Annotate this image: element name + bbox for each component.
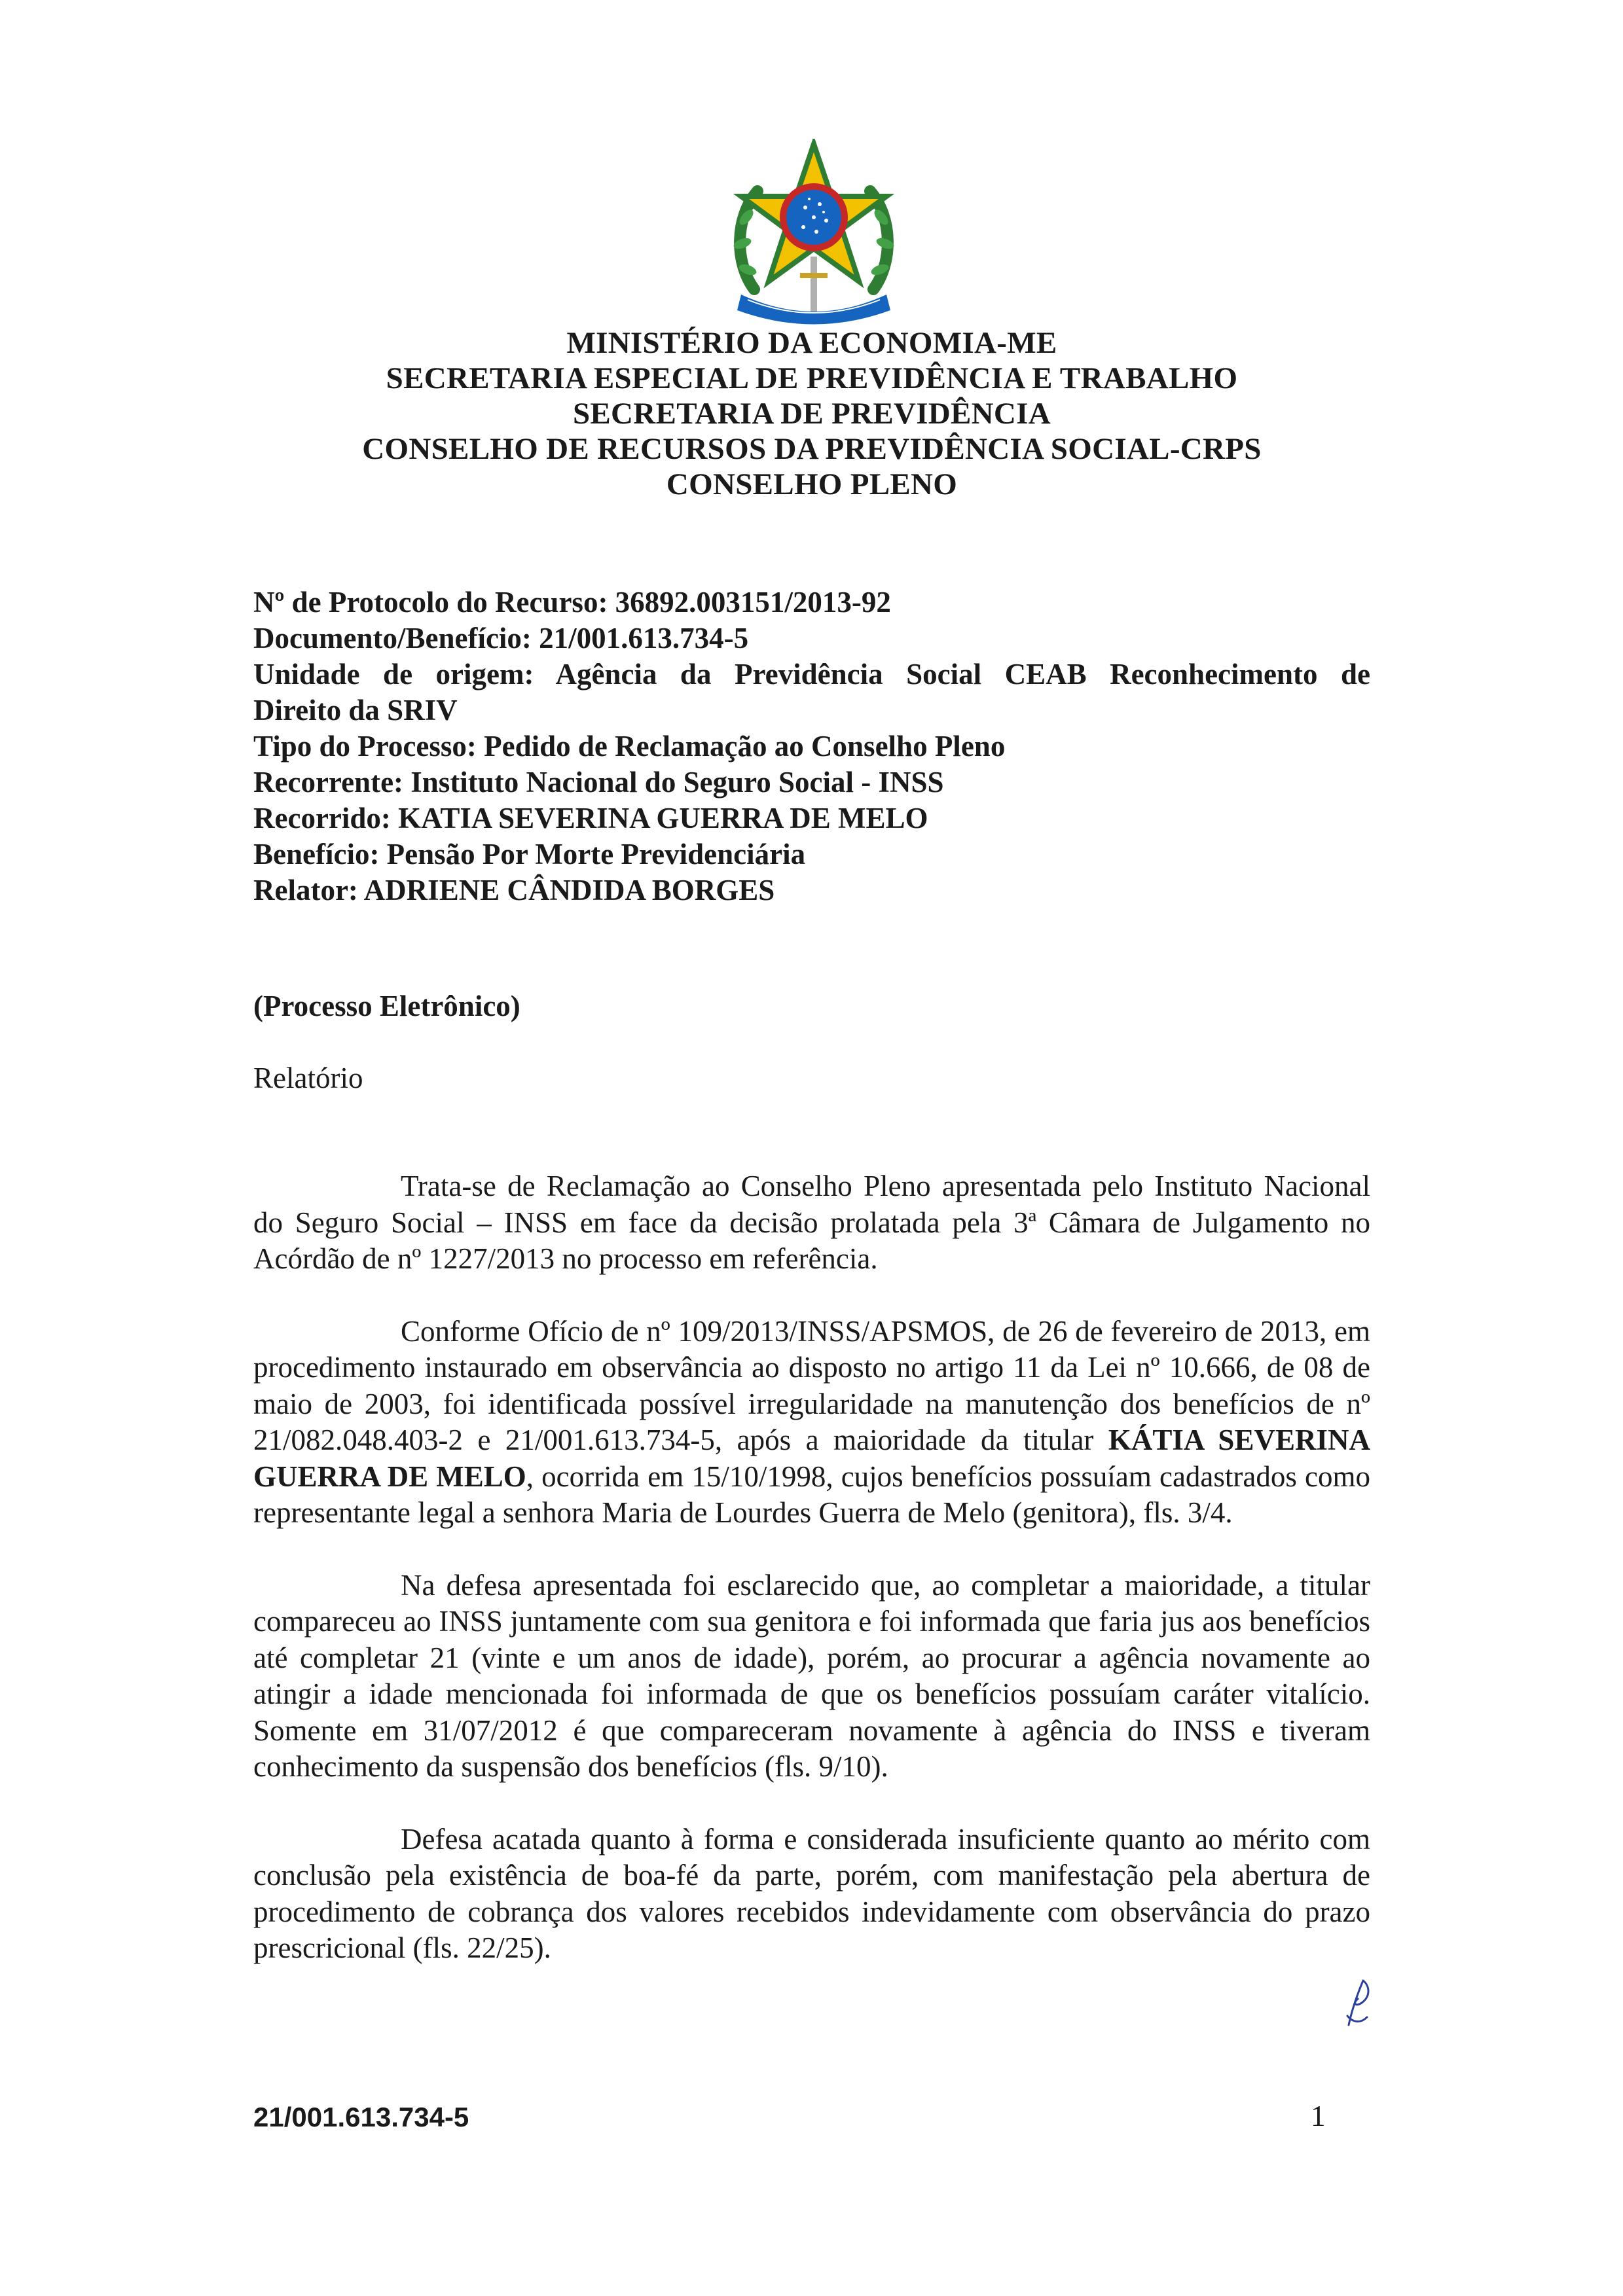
benefit-type: Benefício: Pensão Por Morte Previdenciária <box>253 838 806 870</box>
origin-unit-line2: Direito da SRIV <box>253 694 458 726</box>
beneficiary-name: KÁTIA SEVERINA GUERRA DE MELO <box>253 1424 1370 1493</box>
header-ministry: MINISTÉRIO DA ECONOMIA-ME <box>566 326 1057 360</box>
section-title: Relatório <box>253 1062 363 1094</box>
paragraph-text: , ocorrida em 15/10/1998, cujos benefícios possuíam cadastrados como representante legal a senhora Maria de Lourdes Guerra de Melo (genitora), fls. 3/4. <box>253 1460 1370 1529</box>
document-header <box>249 325 1375 502</box>
paragraph <box>253 1314 1370 1532</box>
header-secretariat: SECRETARIA DE PREVIDÊNCIA <box>572 397 1051 431</box>
header-council: CONSELHO DE RECURSOS DA PREVIDÊNCIA SOCIAL-CRPS <box>362 432 1262 466</box>
paragraph-text: Conforme Ofício de nº 109/2013/INSS/APSMOS, de 26 de fevereiro de 2013, em procedimento instaurado em observância ao disposto no artigo 11 da Lei nº 10.666, de 08 de maio de 2003, foi identificada possível irregularidade na manutenção dos benefícios de nº 21/082.048.403-2 e 21/001.613.734-5, após a maioridade da titular <box>253 1314 1370 1456</box>
header-plenary: CONSELHO PLENO <box>666 467 958 501</box>
header-special-secretariat: SECRETARIA ESPECIAL DE PREVIDÊNCIA E TRABALHO <box>386 361 1238 395</box>
appellant: Recorrente: Instituto Nacional do Seguro Social - INSS <box>253 766 944 798</box>
case-metadata <box>253 584 1370 908</box>
paragraph: Defesa acatada quanto à forma e considerada insuficiente quanto ao mérito com conclusão pela existência de boa-fé da parte, porém, com manifestação pela abertura de procedimento de cobrança dos valores recebidos indevidamente com observância do prazo prescricional (fls. 22/25). <box>253 1822 1370 1964</box>
origin-unit-line1: Unidade de origem: Agência da Previdência Social CEAB Reconhecimento de <box>253 658 1370 691</box>
appellee: Recorrido: KATIA SEVERINA GUERRA DE MELO <box>253 802 928 834</box>
paragraph: Trata-se de Reclamação ao Conselho Pleno apresentada pelo Instituto Nacional do Seguro Social – INSS em face da decisão prolatada pela 3ª Câmara de Julgamento no Acórdão de nº 1227/2013 no processo em referência. <box>253 1170 1370 1275</box>
footer-document-id: 21/001.613.734-5 <box>253 2102 469 2132</box>
electronic-process-note: (Processo Eletrônico) <box>253 990 520 1022</box>
protocol-number: Nº de Protocolo do Recurso: 36892.003151/2013-92 <box>253 586 891 619</box>
process-type: Tipo do Processo: Pedido de Reclamação ao Conselho Pleno <box>253 730 1006 762</box>
document-benefit: Documento/Benefício: 21/001.613.734-5 <box>253 622 749 655</box>
paragraph: Na defesa apresentada foi esclarecido que, ao completar a maioridade, a titular compareceu ao INSS juntamente com sua genitora e foi informada que faria jus aos benefícios até completar 21 (vinte e um anos de idade), porém, ao procurar a agência novamente ao atingir a idade mencionada foi informada de que os benefícios possuíam caráter vitalício. Somente em 31/07/2012 é que compareceram novamente à agência do INSS e tiveram conhecimento da suspensão dos benefícios (fls. 9/10). <box>253 1568 1370 1783</box>
page-number: 1 <box>1311 2100 1326 2132</box>
handwritten-initial <box>1343 1977 1375 2029</box>
rapporteur: Relator: ADRIENE CÂNDIDA BORGES <box>253 874 775 906</box>
report-body <box>253 1168 1370 2003</box>
coat-of-arms-emblem <box>728 139 900 329</box>
